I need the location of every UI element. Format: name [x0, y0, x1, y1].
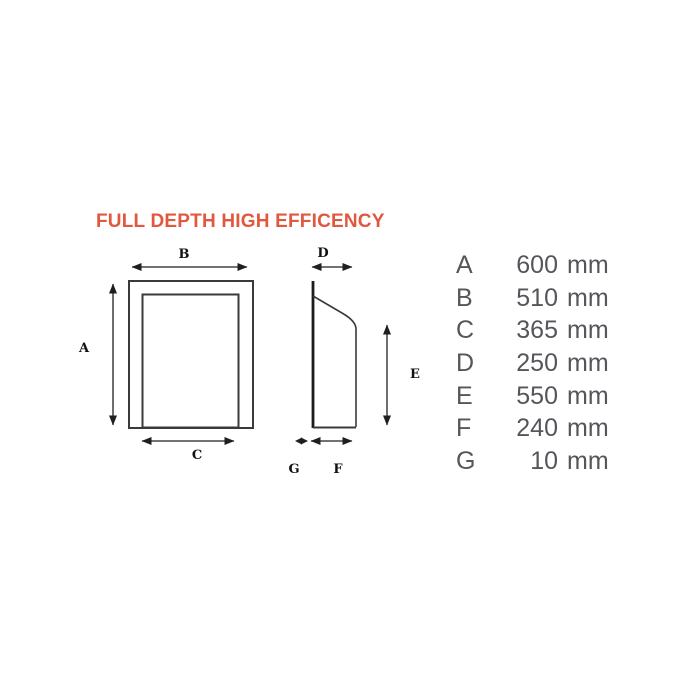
dimension-row-b [456, 282, 609, 315]
dimension-label-b: B [178, 247, 190, 262]
dimension-row-letter: E [456, 381, 473, 410]
dimension-row-unit: mm [567, 250, 609, 279]
dimension-row-d [456, 347, 609, 380]
side-view-diagram [288, 246, 420, 477]
dimension-row-unit: mm [567, 348, 609, 377]
dimension-row-f [456, 412, 609, 445]
dimension-label-f: F [333, 462, 343, 477]
dimension-row-letter: A [456, 250, 473, 279]
side-profile-outline [313, 296, 356, 427]
dimension-row-unit: mm [567, 283, 609, 312]
dimension-row-unit: mm [567, 381, 609, 410]
dimension-row-letter: G [456, 446, 476, 475]
dimension-row-value: 250 [516, 348, 558, 377]
dimension-row-unit: mm [567, 316, 609, 345]
front-inner-opening [143, 295, 239, 428]
page-title: FULL DEPTH HIGH EFFICENCY [96, 211, 385, 232]
front-outer-frame [129, 281, 253, 428]
dimension-row-letter: C [456, 316, 475, 345]
dimension-row-c [456, 314, 609, 347]
front-view-diagram [78, 247, 253, 463]
dimension-row-unit: mm [567, 446, 609, 475]
dimension-row-value: 550 [516, 381, 558, 410]
dimension-row-value: 240 [516, 414, 558, 443]
dimension-row-letter: F [456, 414, 472, 443]
dimension-row-value: 510 [516, 283, 558, 312]
dimension-row-g [456, 445, 609, 478]
dimension-row-letter: D [456, 348, 475, 377]
dimension-arrow-g [295, 438, 308, 445]
dimension-row-value: 10 [530, 446, 558, 475]
dimension-label-e: E [410, 367, 420, 382]
dimension-label-g: G [288, 462, 300, 477]
dimension-table [456, 249, 609, 478]
dimension-row-unit: mm [567, 414, 609, 443]
dimension-row-value: 365 [516, 316, 558, 345]
dimension-label-d: D [317, 246, 329, 261]
dimension-row-e [456, 380, 609, 413]
dimension-label-c: C [191, 448, 203, 463]
dimension-row-a [456, 249, 609, 282]
dimension-label-a: A [78, 341, 90, 356]
dimension-row-value: 600 [516, 250, 558, 279]
dimension-row-letter: B [456, 283, 473, 312]
